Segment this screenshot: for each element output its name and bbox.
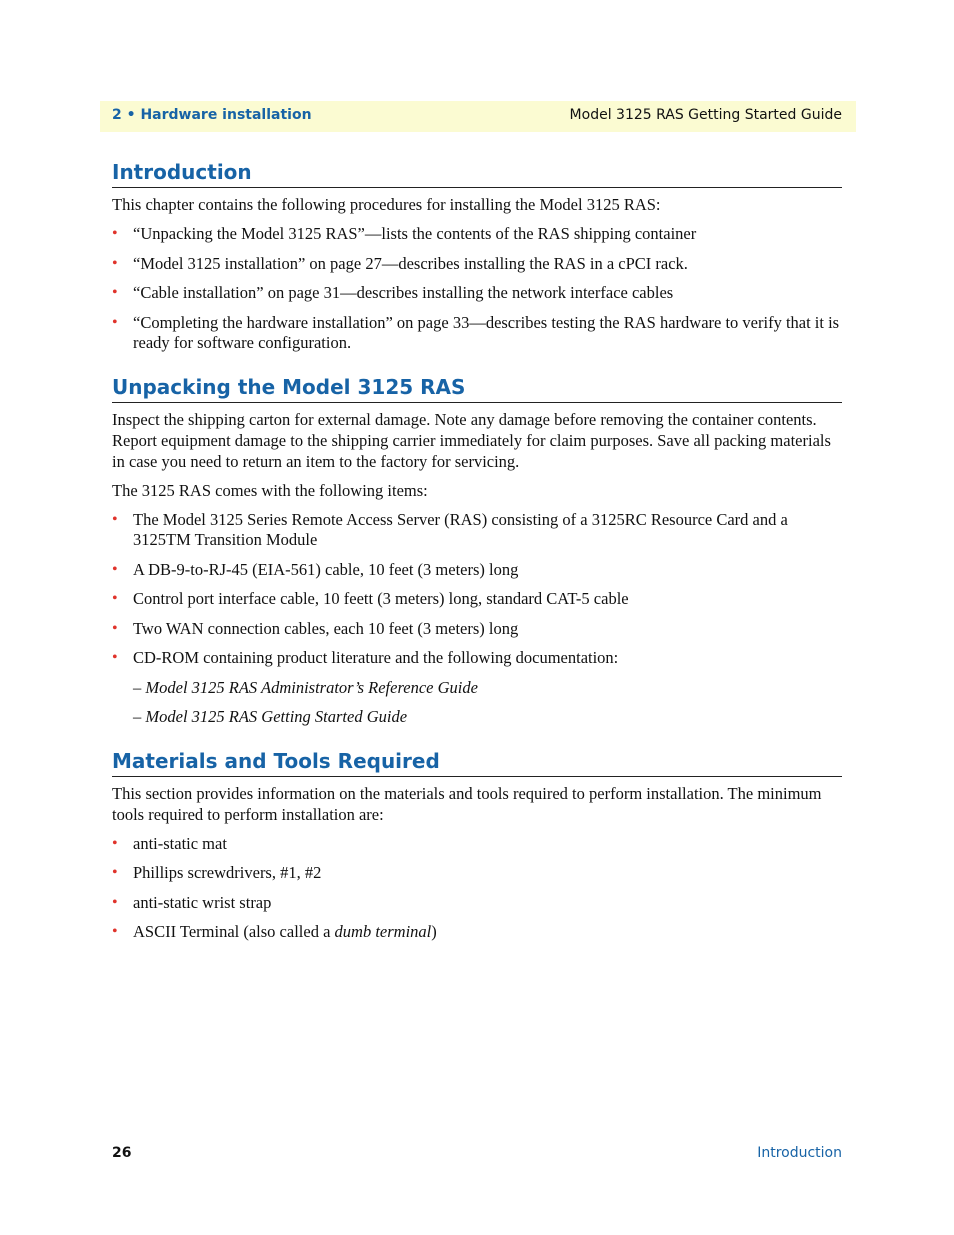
intro-procedure-list: [112, 224, 842, 354]
list-item: • Phillips screwdrivers, #1, #2: [112, 863, 322, 882]
bullet-icon: •: [112, 923, 118, 940]
chapter-label: 2 • Hardware installation: [112, 107, 312, 123]
bullet-icon: •: [112, 649, 118, 666]
bullet-icon: •: [112, 560, 118, 578]
footer-section-title: Introduction: [757, 1145, 842, 1161]
intro-paragraph: This chapter contains the following procedures for installing the Model 3125 RAS:: [112, 195, 661, 214]
bullet-icon: •: [112, 590, 118, 607]
materials-paragraph: This section provides information on the materials and tools required to perform installation. The minimum tools required to perform installation are:: [112, 783, 822, 824]
list-item: • Control port interface cable, 10 feett (3 meters) long, standard CAT-5 cable: [112, 589, 629, 608]
items-intro-paragraph: The 3125 RAS comes with the following items:: [112, 480, 428, 500]
heading-introduction: Introduction: [112, 155, 842, 188]
bullet-icon: •: [112, 225, 118, 242]
running-header: [100, 101, 856, 132]
list-item: • Two WAN connection cables, each 10 feet (3 meters) long: [112, 618, 519, 638]
section-unpacking: [112, 370, 842, 728]
list-item: • A DB-9-to-RJ-45 (EIA-561) cable, 10 feet (3 meters) long: [112, 559, 519, 579]
shipping-items-list: [112, 510, 842, 728]
list-item: • “Completing the hardware installation” on page 33—describes testing the RAS hardware to verify that it is ready for software configuration.: [112, 312, 840, 352]
bullet-icon: •: [112, 619, 118, 637]
dash-marker: –: [133, 677, 142, 697]
section-introduction: [112, 155, 842, 354]
guide-title: Model 3125 RAS Getting Started Guide: [569, 107, 842, 123]
bullet-icon: •: [112, 284, 118, 301]
list-item: • anti-static mat: [112, 833, 227, 853]
bullet-icon: •: [112, 834, 118, 852]
documentation-item: – Model 3125 RAS Administrator’s Reference Guide: [133, 677, 478, 697]
heading-unpacking: Unpacking the Model 3125 RAS: [112, 370, 842, 403]
bullet-icon: •: [112, 893, 118, 911]
list-item: • CD-ROM containing product literature and the following documentation:: [112, 648, 619, 667]
unpacking-paragraph: Inspect the shipping carton for external damage. Note any damage before removing the container contents. Report equipment damage to the shipping carrier immediately for claim purposes. Save all packing materials in case you need to return an item to the factory for servicing.: [112, 409, 831, 471]
tools-list: [112, 834, 842, 943]
page-content: [112, 155, 842, 943]
list-item: • anti-static wrist strap: [112, 892, 272, 912]
documentation-item: – Model 3125 RAS Getting Started Guide: [133, 707, 408, 726]
list-item: • “Cable installation” on page 31—describes installing the network interface cables: [112, 283, 674, 302]
bullet-icon: •: [112, 864, 118, 881]
bullet-icon: •: [112, 510, 118, 528]
bullet-icon: •: [112, 254, 118, 272]
section-materials: [112, 744, 842, 943]
list-item: • The Model 3125 Series Remote Access Server (RAS) consisting of a 3125RC Resource Card and a 3125TM Transition Module: [112, 509, 788, 549]
page-number: 26: [112, 1145, 132, 1161]
dumb-terminal-term: dumb terminal: [334, 922, 432, 941]
list-item: • “Unpacking the Model 3125 RAS”—lists the contents of the RAS shipping container: [112, 224, 697, 243]
list-item: • “Model 3125 installation” on page 27—describes installing the RAS in a cPCI rack.: [112, 253, 688, 273]
list-item: • ASCII Terminal (also called a dumb terminal): [112, 922, 437, 941]
heading-materials: Materials and Tools Required: [112, 744, 842, 777]
dash-marker: –: [133, 707, 142, 726]
bullet-icon: •: [112, 313, 118, 331]
